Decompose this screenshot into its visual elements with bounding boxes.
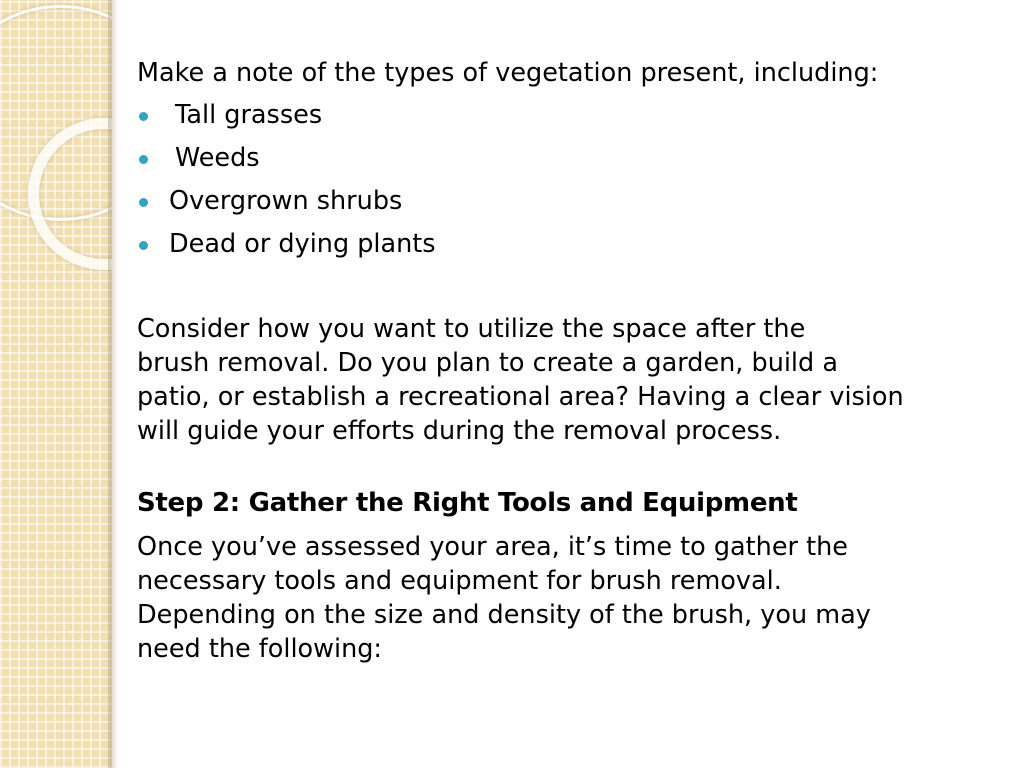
list-item — [137, 227, 997, 270]
intro-text: Make a note of the types of vegetation present, including: — [137, 58, 879, 88]
paragraph-line: patio, or establish a recreational area? Having a clear vision — [137, 382, 904, 412]
bullet-icon — [139, 112, 148, 121]
list-item-text: Overgrown shrubs — [169, 186, 403, 216]
list-item — [137, 184, 997, 227]
paragraph-line: necessary tools and equipment for brush removal. — [137, 566, 782, 596]
paragraph-line: need the following: — [137, 634, 383, 664]
list-item — [137, 141, 997, 184]
list-item-text: Tall grasses — [175, 100, 323, 130]
paragraph-line: will guide your efforts during the removal process. — [137, 416, 782, 446]
list-item — [137, 98, 997, 141]
bullet-icon — [139, 198, 148, 207]
list-item-text: Weeds — [175, 143, 260, 173]
tools-paragraph — [137, 530, 997, 666]
paragraph-line: Consider how you want to utilize the space after the — [137, 314, 806, 344]
paragraph-line: brush removal. Do you plan to create a garden, build a — [137, 348, 838, 378]
step-heading: Step 2: Gather the Right Tools and Equipment — [137, 488, 798, 518]
paragraph-line: Once you’ve assessed your area, it’s time to gather the — [137, 532, 848, 562]
bullet-icon — [139, 155, 148, 164]
paragraph-line: Depending on the size and density of the brush, you may — [137, 600, 871, 630]
side-panel-shadow — [108, 0, 118, 768]
decorative-side-panel — [0, 0, 112, 768]
list-item-text: Dead or dying plants — [169, 229, 436, 259]
consider-paragraph — [137, 312, 997, 448]
vegetation-list — [137, 98, 997, 270]
slide-content — [137, 56, 997, 666]
bullet-icon — [139, 241, 148, 250]
